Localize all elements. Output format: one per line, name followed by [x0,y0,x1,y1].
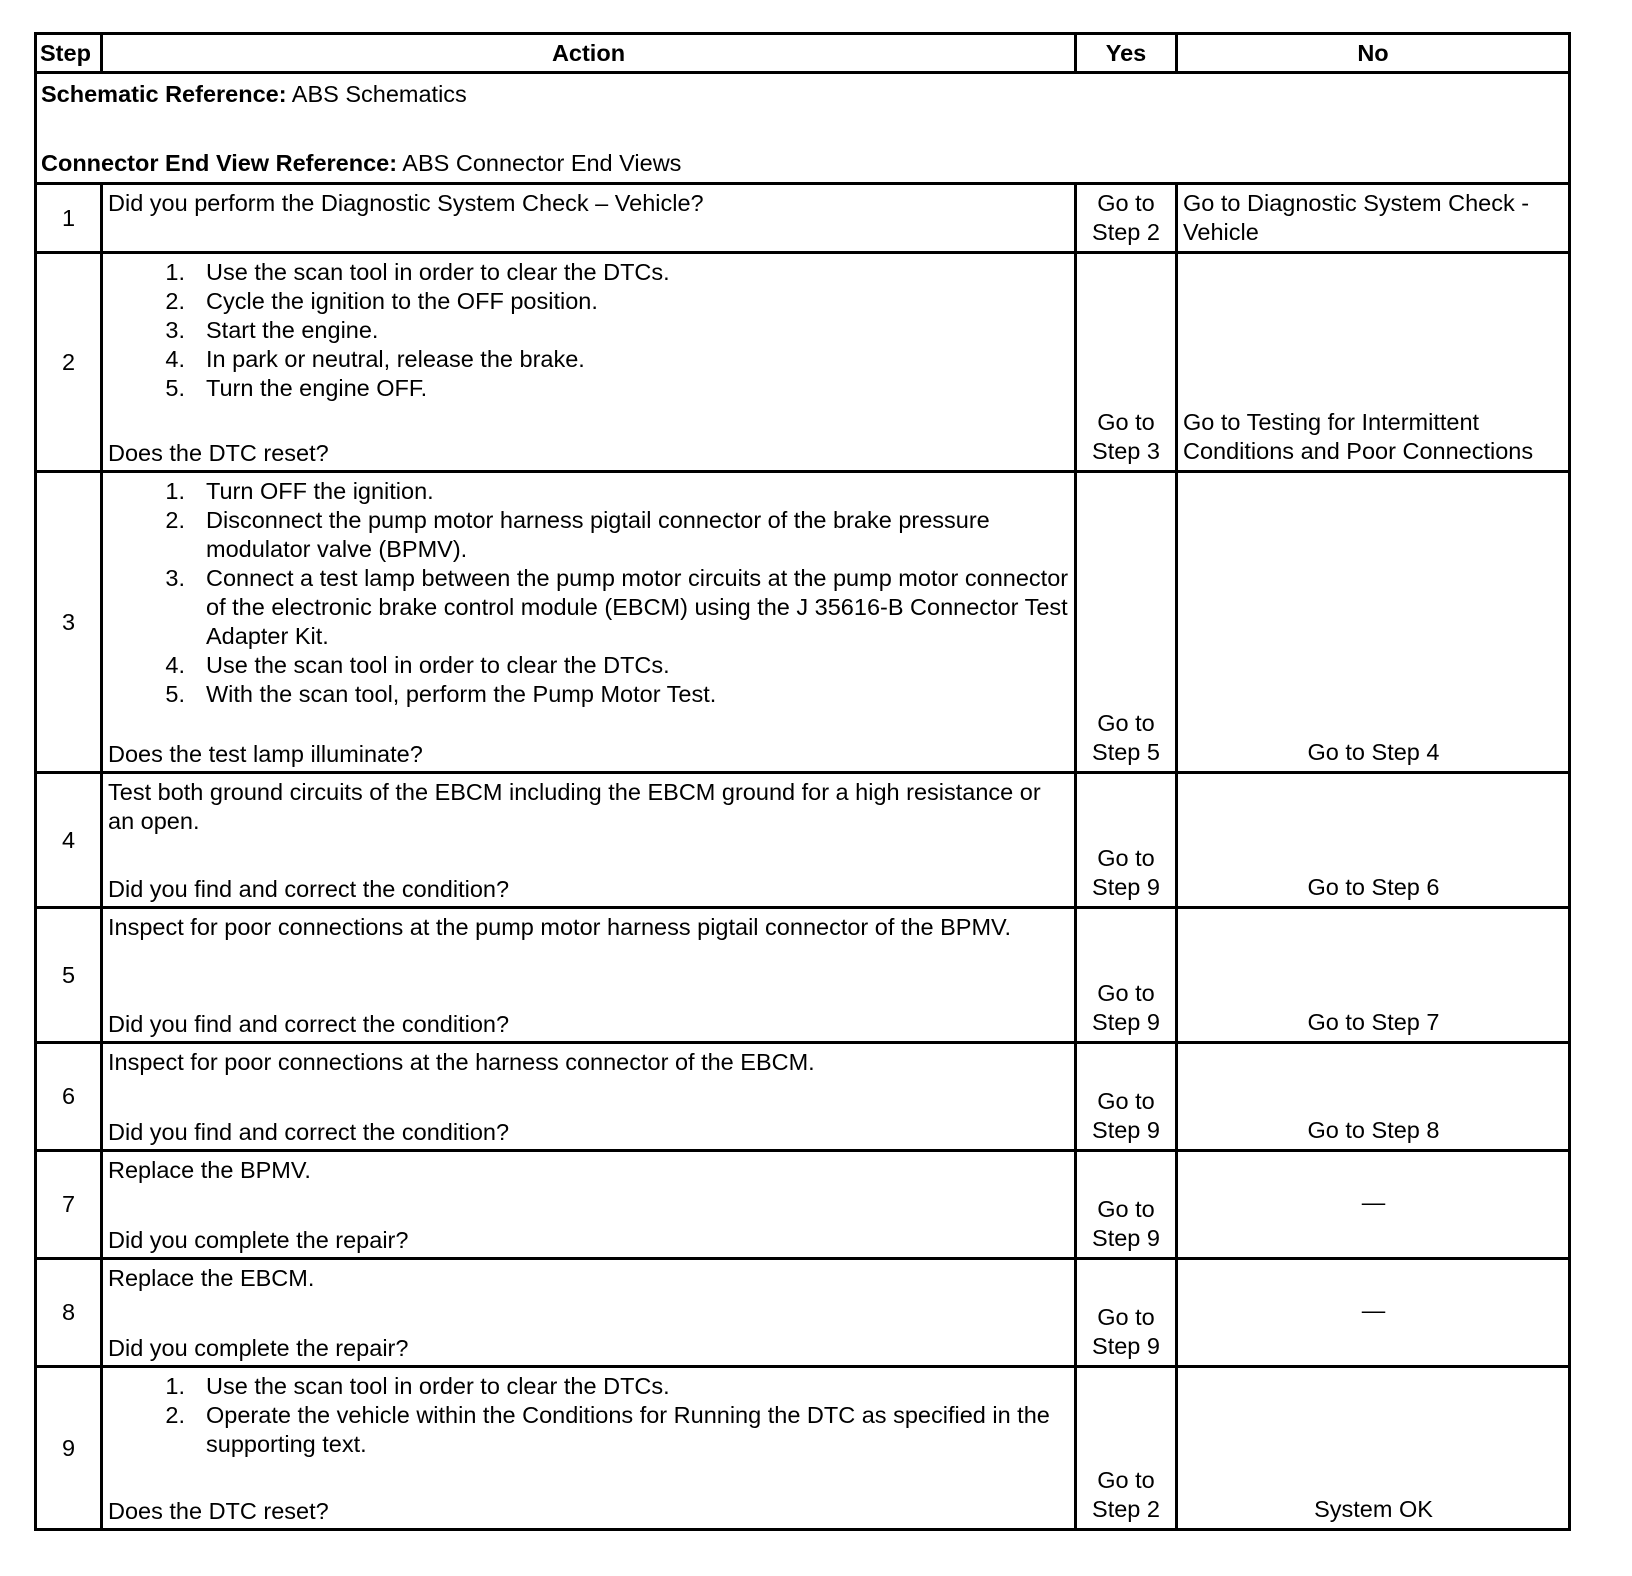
list-item [108,374,1070,403]
list-item [108,477,1070,506]
table-row [36,1259,1570,1367]
connector-reference-label: Connector End View Reference: [41,150,398,176]
action-text: Test both ground circuits of the EBCM including the EBCM ground for a high resistance or an open. [108,779,1041,834]
list-item-text: Cycle the ignition to the OFF position. [206,288,598,314]
action-question: Does the DTC reset? [108,440,329,466]
step-number: 3 [36,472,102,773]
action-text: Replace the BPMV. [108,1157,311,1183]
list-item-text: Use the scan tool in order to clear the DTCs. [206,259,670,285]
table-row [36,773,1570,908]
list-item-number: 1. [165,259,185,285]
list-item [108,564,1070,651]
action-content [108,913,1070,1039]
header-yes: Yes [1076,34,1177,73]
list-item-number: 1. [165,478,185,504]
action-cell [102,472,1076,773]
step-number: 8 [36,1259,102,1367]
yes-cell: Go to Step 9 [1076,1043,1177,1151]
no-cell: Go to Testing for Intermittent Conditions and Poor Connections [1177,253,1570,472]
schematic-reference-label: Schematic Reference: [41,81,287,107]
list-item [108,1401,1070,1459]
list-item [108,258,1070,287]
yes-cell: Go to Step 9 [1076,1259,1177,1367]
table-row [36,1151,1570,1259]
yes-cell: Go to Step 2 [1076,184,1177,253]
list-item-number: 2. [165,507,185,533]
table-row [36,1367,1570,1530]
header-step: Step [36,34,102,73]
list-item-number: 3. [165,565,185,591]
step-number: 9 [36,1367,102,1530]
list-item-number: 5. [165,375,185,401]
header-row [36,34,1570,73]
step-number: 5 [36,908,102,1043]
yes-cell: Go to Step 9 [1076,773,1177,908]
list-item-number: 2. [165,1402,185,1428]
yes-cell: Go to Step 9 [1076,1151,1177,1259]
schematic-reference [41,80,1564,109]
table-row [36,908,1570,1043]
action-body [108,189,1070,218]
action-content [108,1048,1070,1147]
list-item-text: Use the scan tool in order to clear the DTCs. [206,1373,670,1399]
step-number: 2 [36,253,102,472]
action-question: Did you find and correct the condition? [108,1119,510,1145]
action-content [108,1156,1070,1255]
list-item-number: 2. [165,288,185,314]
table-row [36,472,1570,773]
step-number: 7 [36,1151,102,1259]
connector-reference-value: ABS Connector End Views [397,150,682,176]
list-item [108,287,1070,316]
action-list [108,1372,1070,1459]
table-row [36,184,1570,253]
action-question: Did you complete the repair? [108,1227,409,1253]
no-cell: Go to Step 6 [1177,773,1570,908]
action-content [108,189,1070,249]
action-text: Inspect for poor connections at the harness connector of the EBCM. [108,1049,815,1075]
step-number: 1 [36,184,102,253]
no-cell: — [1177,1259,1570,1367]
list-item-number: 3. [165,317,185,343]
schematic-reference-value: ABS Schematics [286,81,467,107]
action-text: Replace the EBCM. [108,1265,315,1291]
action-question: Did you find and correct the condition? [108,1011,510,1037]
list-item-text: Use the scan tool in order to clear the DTCs. [206,652,670,678]
action-cell [102,1151,1076,1259]
list-item [108,506,1070,564]
reference-cell [36,73,1570,184]
action-body [108,1048,1070,1077]
action-content [108,1372,1070,1526]
list-item-number: 5. [165,681,185,707]
action-text: Did you perform the Diagnostic System Check – Vehicle? [108,190,704,216]
header-no: No [1177,34,1570,73]
connector-reference [41,149,1564,178]
yes-cell: Go to Step 2 [1076,1367,1177,1530]
action-cell [102,1367,1076,1530]
list-item [108,680,1070,709]
no-cell: Go to Step 4 [1177,472,1570,773]
reference-spacer [41,109,1564,149]
list-item [108,316,1070,345]
list-item [108,651,1070,680]
list-item-number: 4. [165,346,185,372]
reference-row [36,73,1570,184]
diagnostic-table [34,32,1571,1531]
action-content [108,477,1070,769]
action-question: Did you find and correct the condition? [108,876,510,902]
action-body [108,1372,1070,1459]
list-item-text: In park or neutral, release the brake. [206,346,585,372]
list-item-number: 1. [165,1373,185,1399]
action-question: Does the test lamp illuminate? [108,741,423,767]
action-cell [102,184,1076,253]
action-content [108,258,1070,468]
table-row [36,253,1570,472]
list-item-text: Turn OFF the ignition. [206,478,434,504]
action-cell [102,1043,1076,1151]
action-content [108,1264,1070,1363]
action-cell [102,773,1076,908]
action-cell [102,908,1076,1043]
no-cell: — [1177,1151,1570,1259]
action-body [108,258,1070,403]
no-cell: System OK [1177,1367,1570,1530]
action-content [108,778,1070,904]
action-question: Did you complete the repair? [108,1335,409,1361]
yes-cell: Go to Step 3 [1076,253,1177,472]
list-item [108,345,1070,374]
action-text: Inspect for poor connections at the pump motor harness pigtail connector of the BPMV. [108,914,1012,940]
no-cell: Go to Step 8 [1177,1043,1570,1151]
list-item-text: Start the engine. [206,317,379,343]
action-body [108,1156,1070,1185]
header-action: Action [102,34,1076,73]
step-number: 6 [36,1043,102,1151]
action-list [108,477,1070,709]
list-item [108,1372,1070,1401]
yes-cell: Go to Step 9 [1076,908,1177,1043]
list-item-text: Connect a test lamp between the pump motor circuits at the pump motor connector of the electronic brake control module (EBCM) using the J 35616-B Connector Test Adapter Kit. [206,565,1069,649]
list-item-text: Operate the vehicle within the Conditions for Running the DTC as specified in the supporting text. [206,1402,1050,1457]
action-body [108,778,1070,836]
list-item-number: 4. [165,652,185,678]
step-number: 4 [36,773,102,908]
action-body [108,1264,1070,1293]
action-cell [102,253,1076,472]
action-question: Does the DTC reset? [108,1498,329,1524]
action-cell [102,1259,1076,1367]
list-item-text: With the scan tool, perform the Pump Motor Test. [206,681,717,707]
diagnostic-table-page [34,32,1568,1574]
yes-cell: Go to Step 5 [1076,472,1177,773]
action-body [108,477,1070,709]
action-body [108,913,1070,942]
no-cell: Go to Diagnostic System Check - Vehicle [1177,184,1570,253]
list-item-text: Disconnect the pump motor harness pigtail connector of the brake pressure modulator valve (BPMV). [206,507,990,562]
no-cell: Go to Step 7 [1177,908,1570,1043]
list-item-text: Turn the engine OFF. [206,375,428,401]
action-list [108,258,1070,403]
table-row [36,1043,1570,1151]
